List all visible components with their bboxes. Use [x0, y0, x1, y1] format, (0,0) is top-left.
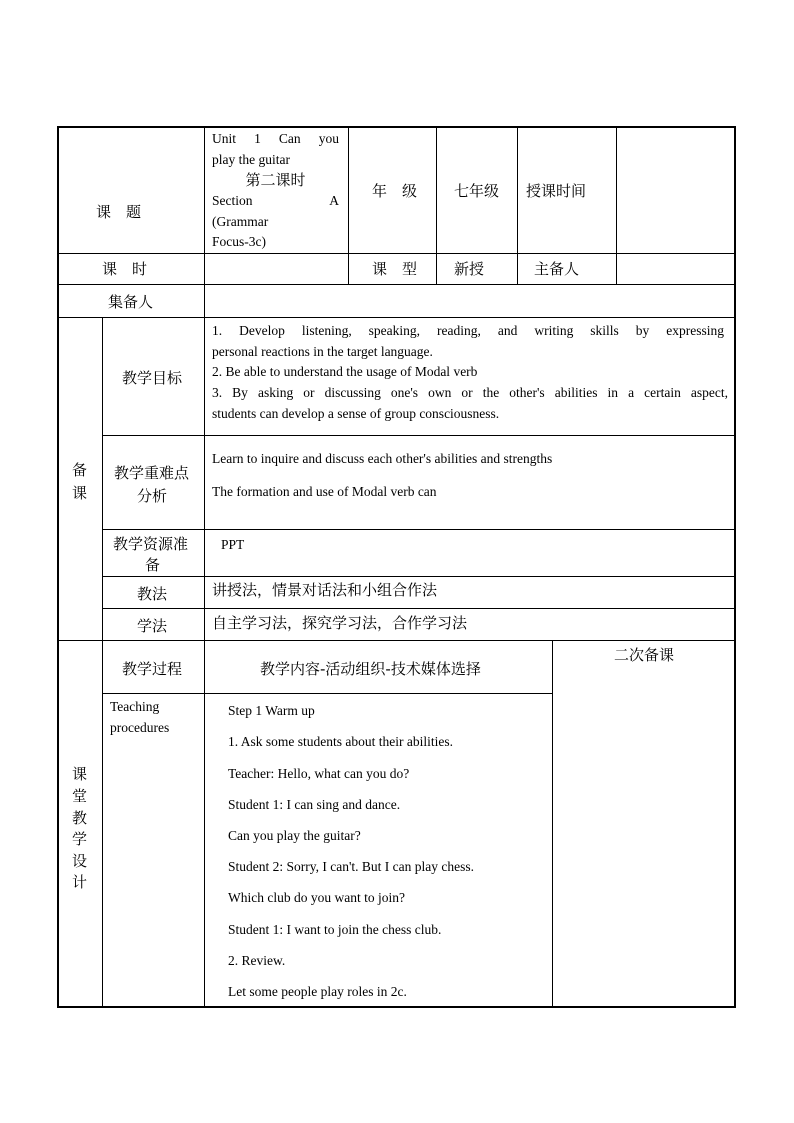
- period-label: 课 时: [102, 260, 148, 278]
- row-divider: [103, 576, 735, 577]
- row-divider: [103, 608, 735, 609]
- design-section-label-char: 课: [72, 765, 88, 783]
- step-line: Which club do you want to join?: [228, 890, 405, 905]
- prep-section-label-char: 课: [72, 484, 88, 502]
- step-line: 1. Ask some students about their abilities.: [228, 734, 453, 749]
- col-divider: [204, 127, 205, 317]
- procedures-label: Teaching: [110, 699, 160, 714]
- objectives-label: 教学目标: [122, 369, 183, 387]
- col-divider: [616, 127, 617, 285]
- topic-line: play the guitar: [212, 152, 290, 167]
- row-divider: [58, 640, 735, 641]
- topic-line: Unit 1 Can you: [212, 131, 339, 146]
- grade-label: 年 级: [372, 182, 418, 200]
- col-divider: [436, 127, 437, 285]
- row-divider: [58, 317, 735, 318]
- step-line: Student 1: I want to join the chess club.: [228, 922, 442, 937]
- row-divider: [103, 529, 735, 530]
- design-section-label-char: 计: [72, 873, 88, 891]
- objective-line: 3. By asking or discussing one's own or the other's abilities in a certain aspect,: [212, 385, 728, 400]
- lesson-time-label: 授课时间: [526, 182, 587, 200]
- step-line: Step 1 Warm up: [228, 703, 315, 718]
- row-divider: [58, 253, 735, 254]
- col-divider: [517, 127, 518, 285]
- lead-preparer-label: 主备人: [534, 260, 580, 278]
- learning-method-label: 学法: [137, 617, 168, 635]
- topic-line: 第二课时: [245, 171, 306, 189]
- keypoints-label: 教学重难点: [114, 464, 190, 482]
- learning-method-value: 自主学习法，探究学习法，合作学习法: [212, 614, 468, 632]
- group-preparers-label: 集备人: [108, 293, 154, 311]
- objective-line: 2. Be able to understand the usage of Modal verb: [212, 364, 478, 379]
- procedures-label: procedures: [110, 720, 170, 735]
- step-line: Can you play the guitar?: [228, 828, 361, 843]
- step-line: Student 2: Sorry, I can't. But I can play chess.: [228, 859, 475, 874]
- topic-line: (Grammar: [212, 214, 269, 229]
- lesson-type-label: 课 型: [372, 260, 418, 278]
- process-label: 教学过程: [122, 660, 183, 678]
- step-line: 2. Review.: [228, 953, 286, 968]
- teaching-method-label: 教法: [137, 585, 168, 603]
- col-divider: [348, 127, 349, 285]
- resources-label: 教学资源准: [113, 535, 189, 553]
- step-line: Teacher: Hello, what can you do?: [228, 766, 410, 781]
- second-prep-label: 二次备课: [614, 646, 675, 664]
- keypoints-label: 分析: [137, 487, 168, 505]
- row-divider: [103, 435, 735, 436]
- topic-line: Focus-3c): [212, 234, 266, 249]
- prep-section-label-char: 备: [72, 461, 88, 479]
- step-line: Let some people play roles in 2c.: [228, 984, 407, 999]
- teaching-method-value: 讲授法，情景对话法和小组合作法: [212, 581, 438, 599]
- objective-line: students can develop a sense of group consciousness.: [212, 406, 500, 421]
- keypoint-line: The formation and use of Modal verb can: [212, 484, 437, 499]
- lesson-type-value: 新授: [454, 260, 485, 278]
- row-divider: [58, 284, 735, 285]
- design-section-label-char: 堂: [72, 787, 88, 805]
- topic-line: Section A: [212, 193, 339, 208]
- resources-label: 备: [145, 556, 161, 574]
- topic-label: 课 题: [96, 203, 142, 221]
- content-header: 教学内容-活动组织-技术媒体选择: [260, 660, 481, 678]
- resources-value: PPT: [221, 537, 245, 552]
- col-divider: [552, 640, 553, 1007]
- col-divider: [102, 317, 103, 1007]
- design-section-label-char: 学: [72, 830, 88, 848]
- objective-line: personal reactions in the target language.: [212, 344, 433, 359]
- design-section-label-char: 教: [72, 809, 88, 827]
- grade-value: 七年级: [454, 182, 500, 200]
- step-line: Student 1: I can sing and dance.: [228, 797, 401, 812]
- keypoint-line: Learn to inquire and discuss each other's abilities and strengths: [212, 451, 553, 466]
- col-divider: [204, 317, 205, 1007]
- row-divider: [103, 693, 552, 694]
- objective-line: 1. Develop listening, speaking, reading, and writing skills by expressing: [212, 323, 724, 338]
- design-section-label-char: 设: [72, 852, 88, 870]
